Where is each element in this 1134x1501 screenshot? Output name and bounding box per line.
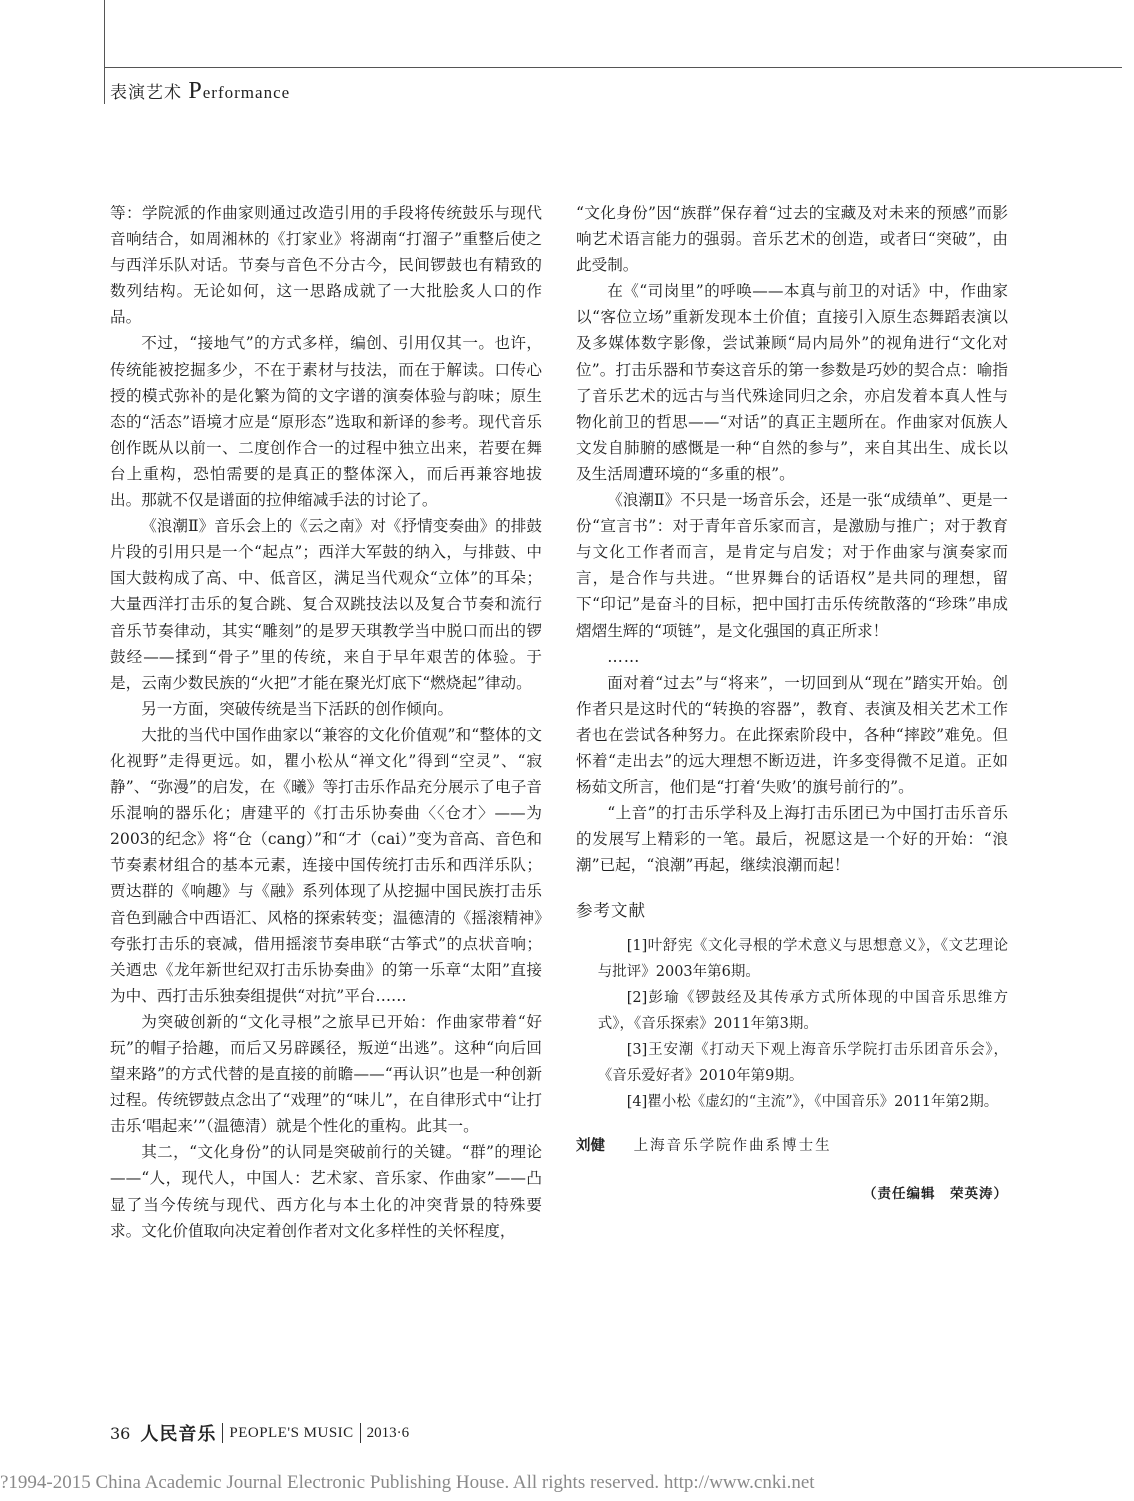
footer-separator [360, 1423, 361, 1443]
paragraph: 为突破创新的“文化寻根”之旅早已开始：作曲家带着“好玩”的帽子拾趣，而后又另辟蹊径，叛逆“出逃”。这种“向后回望来路”的方式代替的是直接的前瞻——“再认识”也是一种创新过程。传统锣鼓点念出了“戏理”的“味儿”，在自律形式中“让打击乐‘唱起来’”（温德清）就是个性化的重构。此其一。 [110, 1012, 542, 1136]
editor-note: （责任编辑 荣英涛） [863, 1185, 1008, 1202]
paragraph: 在《“司岗里”的呼唤——本真与前卫的对话》中，作曲家以“客位立场”重新发现本土价值；直接引入原生态舞蹈表演以及多媒体数字影像，尝试兼顾“局内局外”的视角进行“文化对位”。打击乐器和节奏这音乐的第一参数是巧妙的契合点：喻指了音乐艺术的远古与当代殊途同归之余，亦启发着本真人性与物化前卫的哲思——“对话”的真正主题所在。作曲家对佤族人文发自肺腑的感慨是一种“自然的参与”，来自其出生、成长以及生活周遭环境的“多重的根”。 [576, 282, 1008, 483]
paragraph: 面对着“过去”与“将来”，一切回到从“现在”踏实开始。创作者只是这时代的“转换的容器”，教育、表演及相关艺术工作者也在尝试各种努力。在此探索阶段中，各种“摔跤”难免。但怀着“走出去”的远大理想不断迈进，许多变得微不足道。正如杨茹文所言，他们是“打着‘失败’的旗号前行的”。 [576, 673, 1008, 797]
author-affiliation: 上海音乐学院作曲系博士生 [633, 1137, 832, 1154]
header-vertical-rule [104, 0, 105, 104]
section-title-en-initial: P [188, 78, 203, 104]
author-line [576, 1133, 1008, 1159]
footer-separator [222, 1423, 223, 1443]
references-title: 参考文献 [576, 901, 646, 921]
left-column [110, 200, 542, 1244]
reference-item: [1]叶舒宪《文化寻根的学术意义与思想意义》，《文艺理论与批评》2003年第6期。 [597, 937, 1008, 980]
reference-item: [4]瞿小松《虚幻的“主流”》，《中国音乐》2011年第2期。 [626, 1093, 999, 1110]
section-title-en-rest: erformance [202, 83, 291, 102]
issue-number: 2013·6 [366, 1424, 410, 1441]
copyright-watermark: ?1994-2015 China Academic Journal Electronic Publishing House. All rights reserved. http://www.cnki.net [0, 1472, 815, 1493]
magazine-logo: 人民音乐 [140, 1424, 217, 1445]
right-column [576, 200, 1008, 1207]
paragraph: 《浪潮Ⅱ》音乐会上的《云之南》对《抒情变奏曲》的排鼓片段的引用只是一个“起点”；西洋大军鼓的纳入，与排鼓、中国大鼓构成了高、中、低音区，满足当代观众“立体”的耳朵；大量西洋打击乐的复合跳、复合双跳技法以及复合节奏和流行音乐节奏律动，其实“雕刻”的是罗天琪教学当中脱口而出的锣鼓经——揉到“骨子”里的传统，来自于早年艰苦的体验。于是，云南少数民族的“火把”才能在聚光灯底下“燃烧起”律动。 [110, 517, 542, 692]
reference-item: [2]彭瑜《锣鼓经及其传承方式所体现的中国音乐思维方式》，《音乐探索》2011年第3期。 [597, 989, 1008, 1032]
section-header [110, 78, 290, 105]
page-footer [110, 1420, 409, 1446]
section-title-cn: 表演艺术 [110, 83, 189, 103]
paragraph: “上音”的打击乐学科及上海打击乐团已为中国打击乐音乐的发展写上精彩的一笔。最后，祝愿这是一个好的开始：“浪潮”已起，“浪潮”再起，继续浪潮而起！ [576, 804, 1008, 875]
author-name: 刘健 [576, 1137, 605, 1154]
paragraph: 等：学院派的作曲家则通过改造引用的手段将传统鼓乐与现代音响结合，如周湘林的《打家业》将湖南“打溜子”重整后使之与西洋乐队对话。节奏与音色不分古今，民间锣鼓也有精致的数列结构。无论如何，这一思路成就了一大批脍炙人口的作品。 [110, 204, 542, 327]
ellipsis-paragraph: …… [607, 647, 641, 666]
reference-item: [3]王安潮《打动天下观上海音乐学院打击乐团音乐会》，《音乐爱好者》2010年第9期。 [597, 1041, 1008, 1084]
paragraph: 另一方面，突破传统是当下活跃的创作倾向。 [141, 699, 454, 718]
magazine-english-name: PEOPLE'S MUSIC [229, 1424, 354, 1441]
paragraph: 不过，“接地气”的方式多样，编创、引用仅其一。也许，传统能被挖掘多少，不在于素材与技法，而在于解读。口传心授的模式弥补的是化繁为简的文字谱的演奏体验与韵味；原生态的“活态”语境才应是“原形态”选取和新译的参考。现代音乐创作既从以前一、二度创作合一的过程中独立出来，若要在舞台上重构，恐怕需要的是真正的整体深入，而后再兼容地拔出。那就不仅是谱面的拉伸缩减手法的讨论了。 [110, 334, 542, 510]
page-number: 36 [110, 1423, 131, 1443]
header-horizontal-rule [104, 67, 1122, 68]
paragraph: 大批的当代中国作曲家以“兼容的文化价值观”和“整体的文化视野”走得更远。如，瞿小松从“禅文化”得到“空灵”、“寂静”、“弥漫”的启发，在《曦》等打击乐作品充分展示了电子音乐混响的器乐化；唐建平的《打击乐协奏曲〈〈仓才〉——为2003的纪念》将“仓（cang）”和“才（cai）”变为音高、音色和节奏素材组合的基本元素，连接中国传统打击乐和西洋乐队；贾达群的《响趣》与《融》系列体现了从挖掘中国民族打击乐音色到融合中西语汇、风格的探索转变；温德清的《摇滚精神》夸张打击乐的衰减，借用摇滚节奏串联“古筝式”的点状音响；关迺忠《龙年新世纪双打击乐协奏曲》的第一乐章“太阳”直接为中、西打击乐独奏组提供“对抗”平台…… [110, 725, 542, 1005]
paragraph: 其二，“文化身份”的认同是突破前行的关键。“群”的理论——“人，现代人，中国人：艺术家、音乐家、作曲家”——凸显了当今传统与现代、西方化与本土化的冲突背景的特殊要求。文化价值取向决定着创作者对文化多样性的关怀程度， [110, 1143, 542, 1240]
paragraph: “文化身份”因“族群”保存着“过去的宝藏及对未来的预感”而影响艺术语言能力的强弱。音乐艺术的创造，或者曰“突破”，由此受制。 [576, 204, 1008, 275]
paragraph: 《浪潮Ⅱ》不只是一场音乐会，还是一张“成绩单”、更是一份“宣言书”：对于青年音乐家而言，是激励与推广；对于教育与文化工作者而言，是肯定与启发；对于作曲家与演奏家而言，是合作与共进。“世界舞台的话语权”是共同的理想，留下“印记”是奋斗的目标，把中国打击乐传统散落的“珍珠”串成熠熠生辉的“项链”，是文化强国的真正所求！ [576, 491, 1008, 640]
